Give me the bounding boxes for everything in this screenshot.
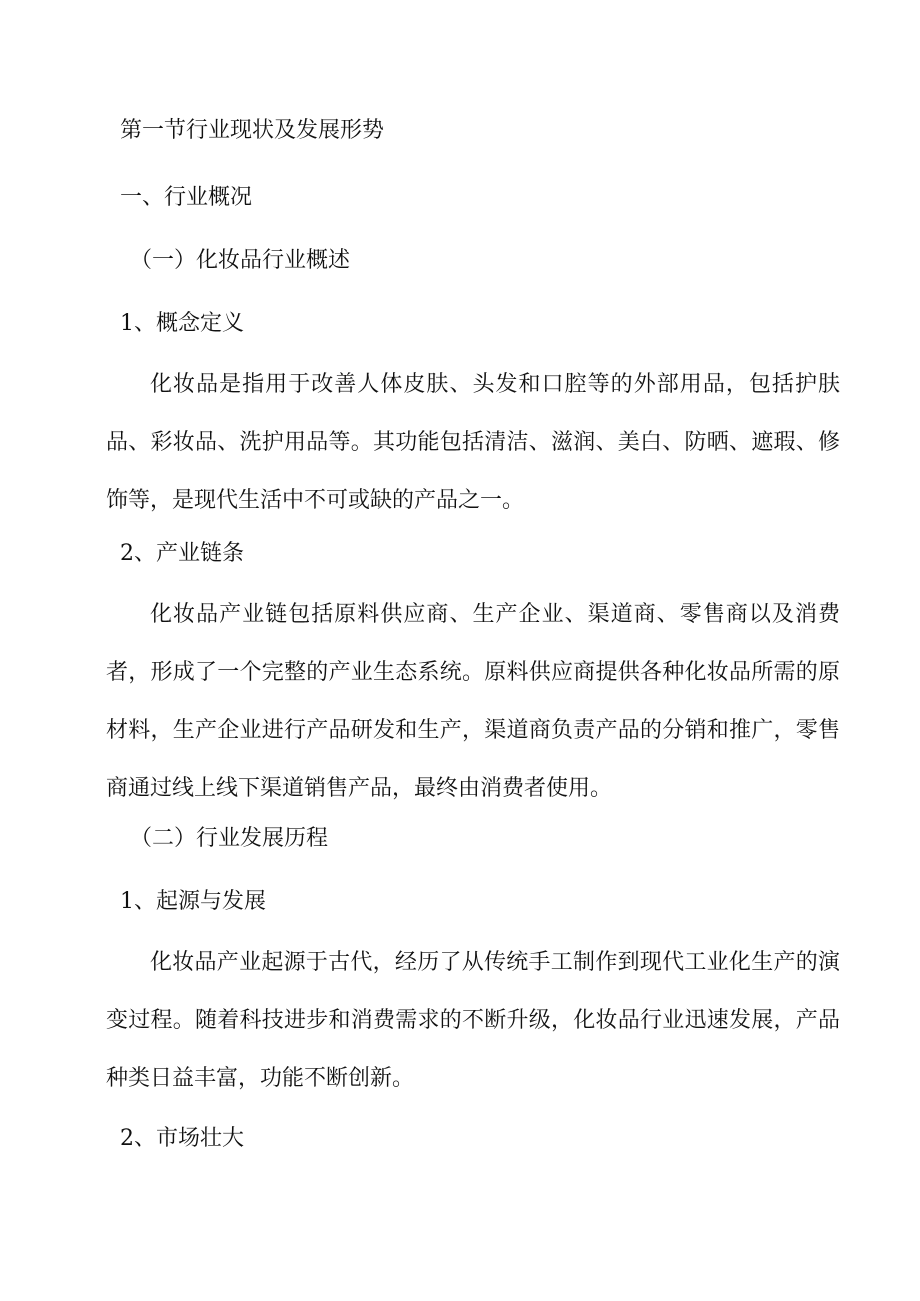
heading-cosmetics-overview: （一）化妆品行业概述 [130,248,351,273]
heading-market-growth: 2、市场壮大 [120,1126,244,1151]
heading-development-history: （二）行业发展历程 [130,826,329,851]
paragraph-concept-definition: 化妆品是指用于改善人体皮肤、头发和口腔等的外部用品，包括护肤品、彩妆品、洗护用品等。其功能包括清洁、滋润、美白、防晒、遮瑕、修饰等，是现代生活中不可或缺的产品之一。 [106,372,840,513]
heading-industry-chain: 2、产业链条 [120,541,244,566]
paragraph-industry-chain: 化妆品产业链包括原料供应商、生产企业、渠道商、零售商以及消费者，形成了一个完整的产业生态系统。原料供应商提供各种化妆品所需的原材料，生产企业进行产品研发和生产，渠道商负责产品的分销和推广，零售商通过线上线下渠道销售产品，最终由消费者使用。 [106,602,840,801]
heading-origin-and-development: 1、起源与发展 [120,889,266,914]
section-title: 第一节行业现状及发展形势 [120,118,385,143]
heading-industry-overview: 一、行业概况 [120,185,253,210]
heading-concept-definition: 1、概念定义 [120,311,244,336]
paragraph-origin-and-development: 化妆品产业起源于古代，经历了从传统手工制作到现代工业化生产的演变过程。随着科技进步和消费需求的不断升级，化妆品行业迅速发展，产品种类日益丰富，功能不断创新。 [106,950,840,1091]
